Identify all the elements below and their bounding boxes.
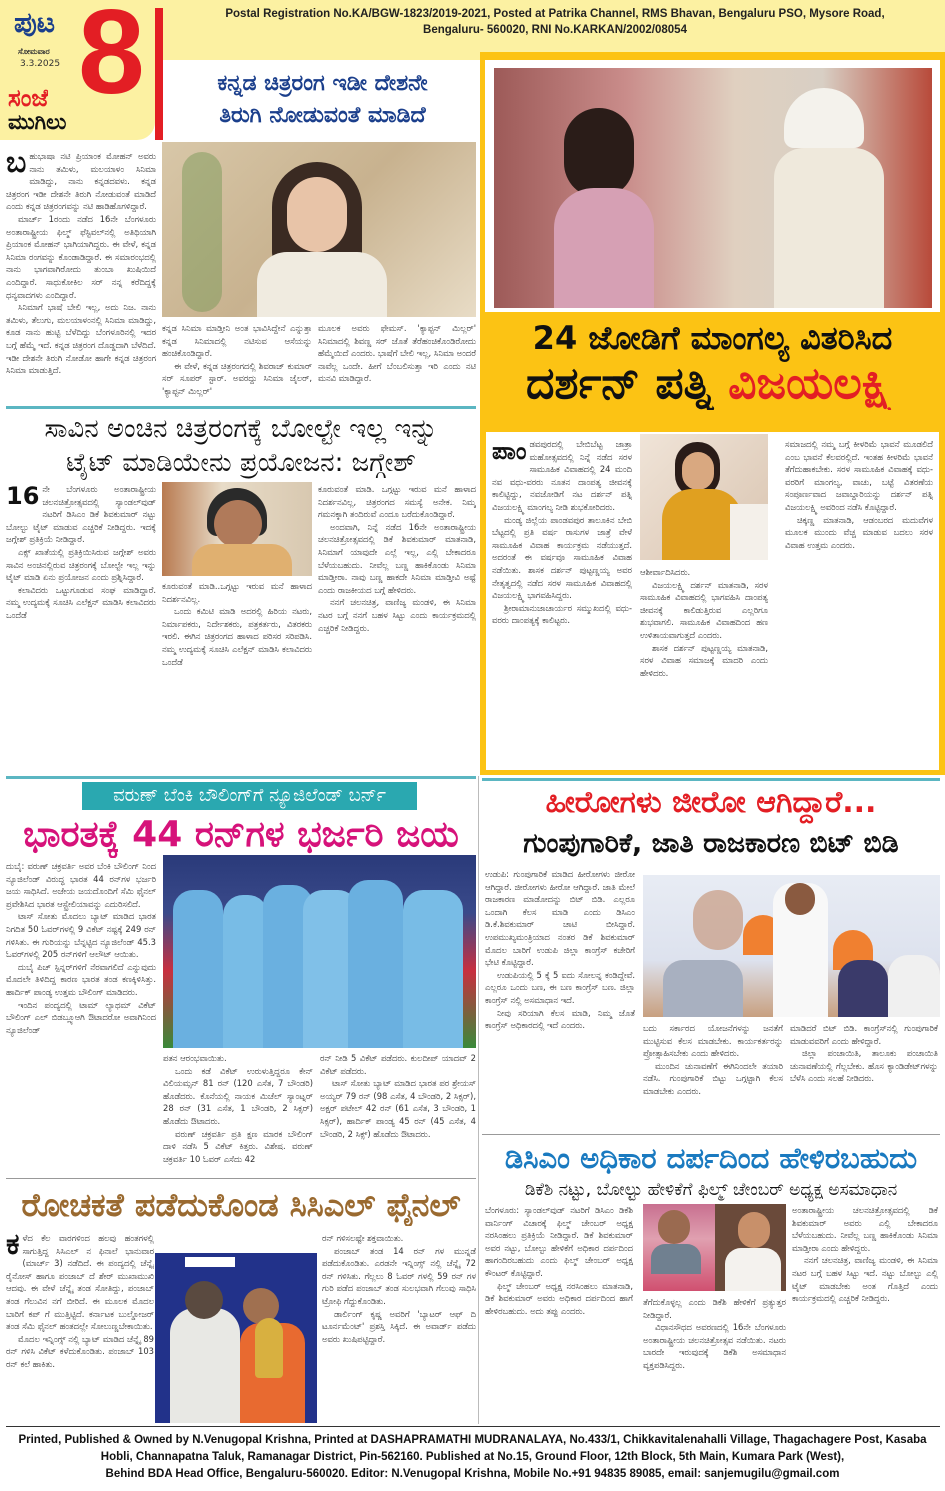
paragraph: ಆಶೀರ್ವಾದಿಸಿದರು. <box>640 567 691 577</box>
vijayalakshmi-headline <box>485 318 940 410</box>
heroes-col2 <box>643 1022 783 1128</box>
paragraph: ಮೊದಲ ಇನ್ನಿಂಗ್ಸ್ ನಲ್ಲಿ ಬ್ಯಾಟ್ ಮಾಡಿದ ಚೆನ್ನೈ 89 ರನ್ ಗಳಿಸಿ ವಿಕೆಟ್ ಕಳೆದುಕೊಂಡಿತು. ಪಂಜಾಬ್ 103 ರನ್ ಕಲೆ ಹಾಕಿತು. <box>6 1333 154 1369</box>
page-label: ಪುಟ <box>14 6 56 39</box>
paragraph: ರನ್ ಗಳಿಸಲಷ್ಟೇ ಶಕ್ತವಾಯಿತು. <box>322 1233 404 1243</box>
paragraph: ರನ್ ನೀಡಿ 5 ವಿಕೆಟ್ ಪಡೆದರು. ಕುಲದೀಪ್ ಯಾದವ್ 2 ವಿಕೆಟ್ ಪಡೆದರು. <box>320 1053 476 1076</box>
vijayalakshmi-col1 <box>492 438 632 764</box>
postal-line-1: Postal Registration No.KA/BGW-1823/2019-2021, Posted at Patrika Channel, RMS Bhavan, Bengaluru PSO, Mysore Road, <box>225 8 885 20</box>
paragraph: ಬೆಂಗಳೂರು: ಸ್ಯಾಂಡಲ್‌ವುಡ್ ನಟರಿಗೆ ಡಿಸಿಎಂ ಡಿಕೆಶಿ ವಾರ್ನಿಂಗ್ ವಿಚಾರಕ್ಕೆ ಫಿಲ್ಮ್ ಚೇಂಬರ್ ಅಧ್ಯಕ್ಷ ನರಸಿಂಹಲು ಪ್ರತಿಕ್ರಿಯೆ ನೀಡಿದ್ದಾರೆ. ಡಿಕೆ ಶಿವಕುಮಾರ್ ಅವರ ನಟ್ಟು, ಬೋಲ್ಟು ಹೇಳಿಕೆಗೆ ಅಧಿಕಾರ ದರ್ಪದಿಂದ ಹಾಗಂದಿರಬಹುದು ಎಂದು ಫಿಲ್ಮ್ ಚೇಂಬರ್ ಅಧ್ಯಕ್ಷ ಕೌಂಟರ್ ಕೊಟ್ಟಿದ್ದಾರೆ. <box>485 1205 633 1278</box>
paragraph: ಕೂರುವಂತೆ ಮಾಡಿ. ಒಗ್ಗಟ್ಟು ಇರುವ ಮನೆ ಹಾಳಾದ ನಿದರ್ಶನವಿಲ್ಲ, ಚಿತ್ರರಂಗದ ಸಮಸ್ಯೆ ಅನೇಕ. ನಿಮ್ಮ ಗಮನಕ್ಕಾಗಿ ತಂದಿರುವೆ ಎಂದೂ ಬರೆದುಕೊಂಡಿದ್ದಾರೆ. <box>318 484 476 520</box>
paragraph: ಕಲಾವಿದರು ಒಟ್ಟುಗೂಡುವ ಸಂಘ ಮಾಡಿದ್ದಾರೆ. ನಮ್ಮ ಉದ್ಯಮಕ್ಕೆ ಸೂಚಿಸಿ ಎಲೆಕ್ಷನ್ ಮಾಡಿಸಿ ಕಲಾವಿದರು ಒಂದೆಡೆ <box>6 584 156 620</box>
paragraph: ವರುಣ್ ಚಕ್ರವರ್ತಿ ಪ್ರತಿ ಕ್ಷಣ ಮಾರಕ ಬೌಲಿಂಗ್ ದಾಳಿ ನಡೆಸಿ 5 ವಿಕೆಟ್ ಕಿತ್ತರು. ವಿಶೇಷ. ವರುಣ್ ಚಕ್ರವರ್ತಿ 10 ಓವರ್ ಎಸೆದು 42 <box>163 1128 313 1164</box>
section-divider <box>6 1178 476 1179</box>
cricket-team-photo <box>163 855 476 1048</box>
dk-shivakumar-rally-photo <box>643 875 940 1017</box>
cricket-headline: ಭಾರತಕ್ಕೆ 44 ರನ್‌ಗಳ ಭರ್ಜರಿ ಜಯ <box>23 814 459 855</box>
paragraph: ಡವಪುರದಲ್ಲಿ ಬೇಬಿಬೆಟ್ಟ ಜಾತ್ರಾ ಮಹೋತ್ಸವದಲ್ಲಿ ನಿನ್ನೆ ನಡೆದ ಸರಳ ಸಾಮೂಹಿಕ ವಿವಾಹದಲ್ಲಿ 24 ಮಂದಿ ನವ ವಧು-ವರರು ನೂತನ ದಾಂಪತ್ಯ ಜೀವನಕ್ಕೆ ಕಾಲಿಟ್ಟಿದ್ದು, ನವಜೋಡಿಗೆ ನಟ ದರ್ಶನ್ ಪತ್ನಿ ವಿಜಯಲಕ್ಷ್ಮಿ ಮಾಂಗಲ್ಯ ನೀಡಿ ಶುಭಕೋರಿದರು. <box>492 439 632 512</box>
paragraph: ಟಾಸ್ ಸೋತು ಮೊದಲು ಬ್ಯಾಟ್ ಮಾಡಿದ ಭಾರತ ನಿಗದಿತ 50 ಓವರ್‌ಗಳಲ್ಲಿ 9 ವಿಕೆಟ್ ನಷ್ಟಕ್ಕೆ 249 ರನ್ ಗಳಿಸಿತು. ಈ ಗುರಿಯನ್ನು ಬೆನ್ನಟ್ಟಿದ ನ್ಯೂಜಿಲೆಂಡ್ 45.3 ಓವರ್‌ಗಳಲ್ಲಿ 205 ರನ್‌ಗಳಿಗೆ ಆಲೌಟ್ ಆಯಿತು. <box>6 911 156 960</box>
jaggesh-col3 <box>318 483 476 758</box>
dropcap: ಪಾಂ <box>492 438 527 465</box>
cricket-col1 <box>6 860 156 1170</box>
section-divider <box>482 778 940 781</box>
paragraph: ನನಗೆ ಚಲನಚಿತ್ರ, ವಾಣಿಜ್ಯ ಮಂಡಳಿ, ಈ ಸಿನಿಮಾ ನಟರ ಬಗ್ಗೆ ಬಹಳ ಸಿಟ್ಟು ಇದೆ. ನಟ್ಟು ಬೋಲ್ಟು ಎಲ್ಲಿ ಟೈಟ್ ಮಾಡಬೇಕು ಅಂತ ಗೊತ್ತಿದೆ ಎಂದು ಕಾರ್ಯಕ್ರಮದಲ್ಲಿ ಎಚ್ಚರಿಕೆ ನೀಡಿದ್ದರು. <box>792 1255 938 1304</box>
brand-sanje: ಸಂಜೆ <box>8 84 49 112</box>
section-divider <box>6 406 476 409</box>
paragraph: ಅಂದವಾಗಿ, ನಿನ್ನೆ ನಡೆದ 16ನೇ ಅಂತಾರಾಷ್ಟ್ರೀಯ ಚಲನಚಿತ್ರೋತ್ಸವದಲ್ಲಿ ಡಿಕೆ ಶಿವಕುಮಾರ್ ಮಾತನಾಡಿ, ಸಿನಿಮಾಗೆ ಯಾವುದೇ ಎಲ್ಲೆ ಇಲ್ಲ, ಎಲ್ಲಿ ಬೇಕಾದರೂ ಬೆಳೆಯಬಹುದು. ನೀವೆಲ್ಲ ಬಣ್ಣ ಹಾಕಿಕೊಂಡು ಸಿನಿಮಾ ಮಾಡ್ತೀರಾ. ನಾವು ಬಣ್ಣ ಹಾಕದೇ ಸಿನಿಮಾ ಮಾಡ್ತೀವಿ ಅಷ್ಟೆ ಎಂದು ರಾಜಕೀಯದ ಬಗ್ಗೆ ಹೇಳಿದರು. <box>318 521 476 595</box>
priyanka-col2 <box>162 322 312 402</box>
wedding-photo <box>494 68 932 308</box>
ccl-headline: ರೋಚಕತೆ ಪಡೆದುಕೊಂಡ ಸಿಸಿಎಲ್ ಫೈನಲ್ <box>21 1186 461 1224</box>
imprint-line-3: Behind BDA Head Office, Bengaluru-560020. Editor: N.Venugopal Krishna, Mobile No.+91 94835 89085, email: sanjemugilu@gmail.com <box>105 1468 840 1480</box>
paragraph: ಬದು ಸರ್ಕಾರದ ಯೋಜನೆಗಳನ್ನು ಜನತೆಗೆ ಮುಟ್ಟಿಸುವ ಕೆಲಸ ಮಾಡಬೇಕು. ಕಾರ್ಯಕರ್ತರನ್ನು ಪ್ರೋತ್ಸಾಹಿಸಬೇಕು ಎಂದು ಹೇಳಿದರು. <box>643 1023 783 1059</box>
jaggesh-col1 <box>6 483 156 758</box>
dcm-col1 <box>485 1204 633 1422</box>
footer-rule <box>6 1426 940 1427</box>
postal-registration <box>170 6 940 38</box>
paragraph: ನೀವು ಸರಿಯಾಗಿ ಕೆಲಸ ಮಾಡಿ, ನಿಮ್ಮ ಜೊತೆ ಕಾಂಗ್ರೆಸ್ ಅಧಿಕಾರದಲ್ಲಿ ಇದೆ ಎಂದರು. <box>485 1007 635 1031</box>
dcm-col2 <box>643 1296 786 1422</box>
ccl-trophy-photo <box>155 1253 317 1423</box>
sponsor-board <box>185 1257 235 1267</box>
dcm-headline: ಡಿಸಿಎಂ ಅಧಿಕಾರ ದರ್ಪದಿಂದ ಹೇಳಿರಬಹುದು <box>504 1141 918 1175</box>
column-separator <box>478 776 479 1424</box>
dcm-col3 <box>792 1204 938 1422</box>
paragraph: ಶ್ರೀರಾಮಾನುಜಾಚಾರ್ಯರ ಸಮ್ಮುಖದಲ್ಲಿ ವಧು-ವರರು ದಾಂಪತ್ಯಕ್ಕೆ ಕಾಲಿಟ್ಟರು. <box>492 602 632 626</box>
paragraph: ಮುಂದಿನ ಚುನಾವಣೆಗೆ ಈಗಿನಿಂದಲೇ ತಯಾರಿ ನಡೆಸಿ. ಗುಂಪುಗಾರಿಕೆ ಬಿಟ್ಟು ಒಗ್ಗಟ್ಟಾಗಿ ಕೆಲಸ ಮಾಡಬೇಕು ಎಂದರು. <box>643 1060 783 1096</box>
headline-line: ಕನ್ನಡ ಚಿತ್ರರಂಗ ಇಡೀ ದೇಶನೇ <box>217 71 428 96</box>
dropcap: ಕ <box>6 1232 20 1262</box>
brand-mugilu: ಮುಗಿಲು <box>8 110 67 134</box>
paragraph: ಒಂದು ಕಮಿಟಿ ಮಾಡಿ ಅದರಲ್ಲಿ ಹಿರಿಯ ನಟರು, ನಿರ್ಮಾಪಕರು, ನಿರ್ದೇಶಕರು, ಪತ್ರಕರ್ತರು, ವಿತರಕರು ಇರಲಿ. ಈಗಿನ ಚಿತ್ರರಂಗದ ಹಾಳಾದ ಪರಿಸರ ಸರಿಪಡಿಸಿ. ನಮ್ಮ ಉದ್ಯಮಕ್ಕೆ ಸೂಚಿಸಿ ಎಲೆಕ್ಷನ್ ಮಾಡಿಸಿ ಕಲಾವಿದರು ಒಂದೆಡೆ <box>162 606 312 667</box>
paragraph: ಪಂಜಾಬ್ ತಂಡ 14 ರನ್ ಗಳ ಮುನ್ನಡೆ ಪಡೆದುಕೊಂಡಿತು. ಎರಡನೇ ಇನ್ನಿಂಗ್ಸ್ ನಲ್ಲಿ ಚೆನ್ನೈ 72 ರನ್ ಗಳಿಸಿತು. ಗೆಲ್ಲಲು 8 ಓವರ್ ಗಳಲ್ಲಿ 59 ರನ್ ಗಳ ಗುರಿ ಪಡೆದ ಪಂಜಾಬ್ ತಂಡ ಸುಲಭವಾಗಿ ಗೆಲುವು ಸಾಧಿಸಿ ಟ್ರೋಫಿ ಗೆದ್ದುಕೊಂಡಿತು. <box>322 1245 476 1306</box>
ccl-col1 <box>6 1232 154 1422</box>
paragraph: ಪತನ ಆರಂಭವಾಯಿತು. <box>163 1053 227 1063</box>
page-number: 8 <box>78 0 145 112</box>
paragraph: ಚಿಕ್ಕಣ್ಣ ಮಾತನಾಡಿ, ಆಡಂಬರದ ಮದುವೆಗಳ ಮೂಲಕ ಮುಂದು ವೆಚ್ಚ ಮಾಡುವ ಬದಲು ಸರಳ ವಿವಾಹ ಉತ್ತಮ ಎಂದರು. <box>785 514 933 550</box>
dcm-subheadline: ಡಿಕೆಶಿ ನಟ್ಟು, ಬೋಲ್ಟು ಹೇಳಿಕೆಗೆ ಫಿಲ್ಮ್ ಚೇಂಬರ್ ಅಧ್ಯಕ್ಷ ಅಸಮಾಧಾನ <box>524 1180 898 1200</box>
paragraph: ಸಮಾಜದಲ್ಲಿ ನಮ್ಮ ಬಗ್ಗೆ ಕೀಳರಿಮೆ ಭಾವನೆ ಮೂಡಲಿದೆ ಎಂಬ ಭಾವನೆ ಕೆಲವರಲ್ಲಿದೆ. ಇಂತಹ ಕೀಳರಿಮೆ ಭಾವನೆ ತೆಗೆದುಹಾಕಬೇಕು. ಸರಳ ಸಾಮೂಹಿಕ ವಿವಾಹಕ್ಕೆ ವಧು-ವರರಿಗೆ ಮಾಂಗಲ್ಯ, ವಾಚು, ಬಟ್ಟೆ ವಿತರಣೆಯ ಸಂಪೂರ್ಣವಾದ ಜವಾಬ್ದಾರಿಯನ್ನು ದರ್ಶನ್ ಪತ್ನಿ ವಿಜಯಲಕ್ಷ್ಮಿ ಅವರಿಂದ ನಡೆಸಿ ಕೊಟ್ಟಿದ್ದಾರೆ. <box>785 439 933 512</box>
priyanka-headline <box>165 60 480 142</box>
paragraph: ಟಾಸ್ ಸೋತು ಬ್ಯಾಟ್ ಮಾಡಿದ ಭಾರತ ಪರ ಶ್ರೇಯಸ್ ಅಯ್ಯರ್ 79 ರನ್ (98 ಎಸೆತ, 4 ಬೌಂಡರಿ, 2 ಸಿಕ್ಸರ್), ಅಕ್ಷರ್ ಪಟೇಲ್ 42 ರನ್ (61 ಎಸೆತ, 3 ಬೌಂಡರಿ, 1 ಸಿಕ್ಸರ್), ಹಾರ್ದಿಕ್ ಪಾಂಡ್ಯ 45 ರನ್ (45 ಎಸೆತ, 4 ಬೌಂಡರಿ, 2 ಸಿಕ್ಸ್) ಹೊಡೆದು ಔಟಾದರು. <box>320 1078 476 1139</box>
imprint-line-1: Printed, Published & Owned by N.Venugopal Krishna, Printed at DASHAPRAMATHI MUDRANALAYA, No.433/1, Chikkavitalenahalli Village, Thagachagere Post, Kasaba <box>18 1434 927 1446</box>
trophy-icon <box>255 1318 283 1378</box>
imprint-line-2: Hobli, Channapatna Taluk, Ramanagar District, Pin-562160. Published at No.15, Ground Floor, 12th Block, 5th Main, Kumara Park (West), <box>100 1451 845 1463</box>
dropcap: ಬ <box>6 150 27 180</box>
vijayalakshmi-photo <box>640 434 768 560</box>
priyanka-col1 <box>6 150 156 422</box>
paragraph: ಶಾಸಕ ದರ್ಶನ್ ಪುಟ್ಟಣ್ಣಯ್ಯ ಮಾತನಾಡಿ, ಸರಳ ವಿವಾಹ ಸಮಾಜಕ್ಕೆ ಮಾದರಿ ಎಂದು ಹೇಳಿದರು. <box>640 642 768 678</box>
day-label: ಸೋಮವಾರ <box>18 47 50 56</box>
paragraph: ವಿಜಯಲಕ್ಷ್ಮಿ ದರ್ಶನ್ ಮಾತನಾಡಿ, ಸರಳ ಸಾಮೂಹಿಕ ವಿವಾಹದಲ್ಲಿ ಭಾಗವಹಿಸಿ ದಾಂಪತ್ಯ ಜೀವನಕ್ಕೆ ಕಾಲಿಡುತ್ತಿರುವ ಎಲ್ಲರಿಗೂ ಶುಭವಾಗಲಿ. ಸಾಮೂಹಿಕ ವಿವಾಹದಿಂದ ಹಣ ಉಳಿತಾಯವಾಗುತ್ತದೆ ಎಂದರು. <box>640 579 768 640</box>
cricket-col3 <box>320 1052 476 1170</box>
paragraph: ಮಾಡಿದರೆ ಬಿಟ್ ಬಿಡಿ. ಕಾಂಗ್ರೆಸ್‌ನಲ್ಲಿ ಗುಂಪುಗಾರಿಕೆ ಮಾಡುವವರಿಗೆ ಎಂದು ಹೇಳಿದ್ದಾರೆ. <box>790 1023 938 1046</box>
cricket-kicker: ವರುಣ್ ಬೆಂಕಿ ಬೌಲಿಂಗ್‌ಗೆ ನ್ಯೂಜಿಲೆಂಡ್ ಬರ್ನ್ <box>82 782 417 810</box>
paragraph: ಈ ವೇಳೆ, ಕನ್ನಡ ಚಿತ್ರರಂಗದಲ್ಲಿ ಶಿವರಾಜ್ ಕುಮಾರ್ ಸರ್ ಸೂಪರ್ ಸ್ಟಾರ್. ಅವರದ್ದು ಸಿನಿಮಾ ಜೈಲರ್, 'ಕ್ಯಾಪ್ಟನ್ ಮಿಲ್ಲರ್' <box>162 360 312 396</box>
jaggesh-col2 <box>162 580 312 758</box>
paragraph: ಉಡುಪಿ: ಗುಂಪುಗಾರಿಕೆ ಮಾಡಿದ ಹೀರೋಗಳು ಜೀರೋ ಆಗಿದ್ದಾರೆ. ಜೀರೋಗಳು ಹೀರೋ ಆಗಿದ್ದಾರೆ. ಜಾತಿ ಮೇಲೆ ರಾಜಕಾರಣ ಮಾಡೋದನ್ನು ಬಿಟ್ ಬಿಡಿ. ಎಲ್ಲರೂ ಒಂದಾಗಿ ಕೆಲಸ ಮಾಡಿ ಎಂದು ಡಿಸಿಎಂ ಡಿ.ಕೆ.ಶಿವಕುಮಾರ್ ಚಾಟಿ ಬೀಸಿದ್ದಾರೆ. ಉಪಮುಖ್ಯಮಂತ್ರಿಯಾದ ನಂತರ ಡಿಕೆ ಶಿವಕುಮಾರ್ ಮೊದಲ ಬಾರಿಗೆ ಉಡುಪಿ ಜಿಲ್ಲಾ ಕಾಂಗ್ರೆಸ್ ಕಚೇರಿಗೆ ಭೇಟಿ ಕೊಟ್ಟಿದ್ದಾರೆ. <box>485 869 635 968</box>
jaggesh-headline <box>6 412 476 480</box>
paragraph: ದುಬೈ: ವರುಣ್ ಚಕ್ರವರ್ತಿ ಅವರ ಬೆಂಕಿ ಬೌಲಿಂಗ್ ನಿಂದ ನ್ಯೂಜಿಲೆಂಡ್ ವಿರುದ್ಧ ಭಾರತ 44 ರನ್‌ಗಳ ಭರ್ಜರಿ ಜಯ ಸಾಧಿಸಿದೆ. ಅಜೇಯ ಜಯದೊಂದಿಗೆ ಸೆಮಿ ಫೈನಲ್ ಪ್ರವೇಶಿಸಿದ ಭಾರತ ಆಸ್ಟ್ರೇಲಿಯಾವನ್ನು ಎದುರಿಸಲಿದೆ. <box>6 861 156 909</box>
paragraph: ಮಾರ್ಚ್ 1ರಂದು ನಡೆದ 16ನೇ ಬೆಂಗಳೂರು ಅಂತಾರಾಷ್ಟ್ರೀಯ ಫಿಲ್ಮ್ ಫೆಸ್ಟಿವಲ್‌ನಲ್ಲಿ ಅತಿಥಿಯಾಗಿ ಪ್ರಿಯಾಂಕ ಮೋಹನ್ ಭಾಗಿಯಾಗಿದ್ದರು. ಈ ವೇಳೆ, ಕನ್ನಡ ಸಿನಿಮಾ ರಂಗವನ್ನು ಕೊಂಡಾಡಿದ್ದಾರೆ. ಈ ಸಮಾರಂಭದಲ್ಲಿ ನಾನು ಭಾಗವಾಗಿರೋದು ತುಂಬಾ ಖುಷಿಯಿದೆ ಎಂದಿದ್ದಾರೆ. ಸಾಧುಕೋಕಿಲ ಸರ್ ನನ್ನ ಕರೆದಿದ್ದಕ್ಕೆ ಧನ್ಯವಾದಗಳು ಎಂದಿದ್ದಾರೆ. <box>6 213 156 300</box>
dropcap: 16 <box>6 483 40 510</box>
priyanka-photo <box>162 142 476 317</box>
imprint-footer <box>0 1428 945 1491</box>
section-divider <box>6 776 476 779</box>
paragraph: ಹುಭಾಷಾ ನಟಿ ಪ್ರಿಯಾಂಕ ಮೋಹನ್ ಅವರು ನಾನು ತಮಿಳು, ಮಲಯಾಳಂ ಸಿನಿಮಾ ಮಾಡಿದ್ದು, ನಾನು ಕನ್ನಡದವಳು. ಕನ್ನಡ ಚಿತ್ರರಂಗ ಇಡೀ ದೇಶನೇ ತಿರುಗಿ ನೋಡುವಂತೆ ಮಾಡಿದೆ ಎಂದು ಕನ್ನಡ ಚಿತ್ರರಂಗವನ್ನು ನಟಿ ಹಾಡಿಹೊಗಳಿದ್ದಾರೆ. <box>6 151 156 212</box>
paragraph: ಎಕ್ಸ್ ಖಾತೆಯಲ್ಲಿ ಪ್ರತಿಕ್ರಿಯಿಸಿರುವ ಜಗ್ಗೇಶ್ ಅವರು ಸಾವಿನ ಅಂಚಿನಲ್ಲಿರುವ ಚಿತ್ರರಂಗಕ್ಕೆ ಬೋಲ್ಟೇ ಇಲ್ಲ ಇನ್ನು ಟೈಟ್ ಮಾಡಿ ಏನು ಪ್ರಯೋಜನ ಎಂದು ಪ್ರಶ್ನಿಸಿದ್ದಾರೆ. <box>6 546 156 583</box>
paragraph: ಒಂದು ಕಡೆ ವಿಕೆಟ್ ಉರುಳುತ್ತಿದ್ದರೂ ಕೇನ್ ವಿಲಿಯಮ್ಸನ್ 81 ರನ್ (120 ಎಸೆತ, 7 ಬೌಂಡರಿ) ಹೊಡೆದರು. ಕೊನೆಯಲ್ಲಿ ನಾಯಕ ಮಿಚೆಲ್ ಸ್ಯಾಂಟ್ನರ್ 28 ರನ್ (31 ಎಸೆತ, 1 ಬೌಂಡರಿ, 2 ಸಿಕ್ಸರ್) ಹೊಡೆದು ಔಟಾದರು. <box>163 1065 313 1126</box>
paragraph: ನನಗೆ ಚಲನಚಿತ್ರ, ವಾಣಿಜ್ಯ ಮಂಡಳಿ, ಈ ಸಿನಿಮಾ ನಟರ ಬಗ್ಗೆ ನನಗೆ ಬಹಳ ಸಿಟ್ಟು ಎಂದು ಕಾರ್ಯಕ್ರಮದಲ್ಲಿ ಎಚ್ಚರಿಕೆ ನೀಡಿದ್ದರು. <box>318 597 476 633</box>
paragraph: ತೆಗೆದುಕೊಳ್ಳಲ್ಲ ಎಂದು ಡಿಕೆಶಿ ಹೇಳಿಕೆಗೆ ಪ್ರತ್ಯುತ್ತರ ನೀಡಿದ್ದಾರೆ. <box>643 1297 786 1320</box>
paragraph: ಇಂದಿನ ಪಂದ್ಯದಲ್ಲಿ ಟಾಮ್ ಲ್ಯಾಥಮ್ ವಿಕೆಟ್ ಬೌಲಿಂಗ್ ಎಲ್ ಬಿಡಬ್ಲ್ಯೂಆಗಿ ಔಟಾದರೋ ಅವಾಗಿನಿಂದ ನ್ಯೂಜಿಲೆಂಡ್ <box>6 999 156 1035</box>
headline-line: ಸಾವಿನ ಅಂಚಿನ ಚಿತ್ರರಂಗಕ್ಕೆ ಬೋಲ್ಟೇ ಇಲ್ಲ ಇನ್ನು <box>44 414 438 444</box>
paragraph: ಅಂತಾರಾಷ್ಟ್ರೀಯ ಚಲನಚಿತ್ರೋತ್ಸವದಲ್ಲಿ ಡಿಕೆ ಶಿವಕುಮಾರ್ ಅವರು ಎಲ್ಲಿ ಬೇಕಾದರೂ ಬೆಳೆಯಬಹುದು. ನೀವೆಲ್ಲ ಬಣ್ಣ ಹಾಕಿಕೊಂಡು ಸಿನಿಮಾ ಮಾಡ್ತೀರಾ ಎಂದು ಹೇಳಿದ್ದರು. <box>792 1205 938 1253</box>
paragraph: ಡಾರ್ಲಿಂಗ್ ಕೃಷ್ಣ ಅವರಿಗೆ 'ಬ್ಯಾಟರ್ ಆಫ್ ದಿ ಟೂರ್ನಮೆಂಟ್' ಪ್ರಶಸ್ತಿ ಸಿಕ್ಕಿದೆ. ಈ ಅವಾರ್ಡ್ ಪಡೆದು ಅವರು ಖುಷಿಪಟ್ಟಿದ್ದಾರೆ. <box>322 1308 476 1344</box>
heroes-subheadline: ಗುಂಪುಗಾರಿಕೆ, ಜಾತಿ ರಾಜಕಾರಣ ಬಿಟ್ ಬಿಡಿ <box>523 828 899 859</box>
headline-black: ದರ್ಶನ್ ಪತ್ನಿ <box>525 358 713 409</box>
ccl-col2 <box>322 1232 476 1422</box>
paragraph: ಕನ್ನಡ ಸಿನಿಮಾ ಮಾಡ್ತೀನಿ ಅಂತ ಭಾವಿಸಿದ್ದೇನೆ ಎನ್ನುತ್ತಾ ಕನ್ನಡ ಸಿನಿಮಾದಲ್ಲಿ ನಟಿಸುವ ಆಸೆಯನ್ನು ಹಂಚಿಕೊಂಡಿದ್ದಾರೆ. <box>162 323 312 359</box>
paragraph: ಜಿಲ್ಲಾ ಪಂಚಾಯಿತಿ, ತಾಲೂಕು ಪಂಚಾಯಿತಿ ಚುನಾವಣೆಯಲ್ಲಿ ಗೆಲ್ಲಬೇಕು. ಹೊಸ ಕ್ಯಾಂಡಿಡೇಟ್‌ಗಳನ್ನು ಬೆಳೆಸಿ ಎಂದು ಸಲಹೆ ನೀಡಿದರು. <box>790 1048 938 1084</box>
date-label: 3.3.2025 <box>20 59 61 69</box>
vijayalakshmi-col2 <box>640 566 768 766</box>
headline-red: ವಿಜಯಲಕ್ಷ್ಮಿ <box>728 358 900 409</box>
headline-line: ತಿರುಗಿ ನೋಡುವಂತೆ ಮಾಡಿದೆ <box>219 103 426 128</box>
heroes-col1 <box>485 868 635 1128</box>
cricket-col2 <box>163 1052 313 1170</box>
paragraph: ಮಂಡ್ಯ ಜಿಲ್ಲೆಯ ಪಾಂಡವಪುರ ತಾಲೂಕಿನ ಬೇಬಿ ಬೆಟ್ಟದಲ್ಲಿ ಪ್ರತಿ ವರ್ಷ ರಾಸುಗಳ ಜಾತ್ರೆ ವೇಳೆ ಸಾಮೂಹಿಕ ವಿವಾಹ ಕಾರ್ಯಕ್ರಮ ನಡೆಯುತ್ತದೆ. ಅದರಂತೆ ಈ ವರ್ಷವೂ ಸಾಮೂಹಿಕ ವಿವಾಹ ನಡೆಯಿತು. ಶಾಸಕ ದರ್ಶನ್ ಪುಟ್ಟಣ್ಣಯ್ಯ ಅವರ ನೇತೃತ್ವದಲ್ಲಿ ನಡೆದ ಸರಳ ಸಾಮೂಹಿಕ ವಿವಾಹದಲ್ಲಿ ವಿಜಯಲಕ್ಷ್ಮಿ ಭಾಗವಹಿಸಿದ್ದರು. <box>492 514 632 601</box>
paragraph: ಕೂರುವಂತೆ ಮಾಡಿ..ಒಗ್ಗಟ್ಟು ಇರುವ ಮನೆ ಹಾಳಾದ ನಿದರ್ಶನವಿಲ್ಲ. <box>162 581 312 604</box>
paragraph: ಉಡುಪಿಯಲ್ಲಿ 5 ಕ್ಕೆ 5 ಐದು ಸೋಲನ್ನ ಕಂಡಿದ್ದೇವೆ. ಎಲ್ಲರೂ ಒಂದು ಬಣ, ಈ ಬಣ ಕಾಂಗ್ರೆಸ್ ಬಣ. ಜಿಲ್ಲಾ ಕಾಂಗ್ರೆಸ್ ನಲ್ಲಿ ಅಸಮಾಧಾನ ಇದೆ. <box>485 969 635 1005</box>
jaggesh-photo <box>162 482 312 576</box>
paragraph: ವಿಧಾನಸೌಧದ ಅವರಣದಲ್ಲಿ 16ನೇ ಬೆಂಗಳೂರು ಅಂತಾರಾಷ್ಟ್ರೀಯ ಚಲನಚಿತ್ರೋತ್ಸವ ನಡೆಯಿತು. ನಟರು ಬಾರದೇ ಇರುವುದಕ್ಕೆ ಡಿಕೆಶಿ ಅಸಮಾಧಾನ ವ್ಯಕ್ತಪಡಿಸಿದ್ದರು. <box>643 1322 786 1370</box>
heroes-headline: ಹೀರೋಗಳು ಜೀರೋ ಆಗಿದ್ದಾರೆ... <box>545 785 877 820</box>
paragraph: ದುಬೈ ಪಿಚ್ ಸ್ಪಿನ್ನರ್‌ಗಳಿಗೆ ನೆರವಾಗಲಿದೆ ಎನ್ನುವುದು ಮೊದಲೇ ತಿಳಿದಿದ್ದ ಕಾರಣ ಭಾರತ ತಂಡ ಕಣಕ್ಕಿಳಿಸಿತ್ತು. ಹಾರ್ದಿಕ್ ಪಾಂಡ್ಯ ಉತ್ತಮ ಬೌಲಿಂಗ್ ಮಾಡಿದರು. <box>6 961 156 997</box>
vijayalakshmi-col3 <box>785 438 933 764</box>
headline-line: ಟೈಟ್ ಮಾಡಿಯೇನು ಪ್ರಯೋಜನ: ಜಗ್ಗೇಶ್ <box>66 448 416 478</box>
dcm-chamber-photo <box>643 1204 786 1291</box>
paragraph: ಸಿನಿಮಾಗೆ ಭಾಷೆ ಬೇಲಿ ಇಲ್ಲ, ಅದು ನಿಜ. ನಾನು ತಮಿಳು, ತೆಲುಗು, ಮಲಯಾಳಂನಲ್ಲಿ ಸಿನಿಮಾ ಮಾಡಿದ್ದು, ಕೂಡ ನಾನು ಹುಟ್ಟಿ ಬೆಳೆದಿದ್ದು ಬೆಂಗಳೂರಿನಲ್ಲಿ ಇದರ ಬಗ್ಗೆ ಹೆಮ್ಮೆ ಇದೆ. ಕನ್ನಡ ಚಿತ್ರರಂಗ ದೊಡ್ಡದಾಗಿ ಬೆಳೆದಿದೆ. ಇಡೀ ದೇಶನೇ ತಿರುಗಿ ನೋಡೋ ಹಾಗೇ ಕನ್ನಡ ಚಿತ್ರರಂಗ ಸಿನಿಮಾ ಮಾಡುತ್ತಿದೆ. <box>6 302 156 376</box>
headline-line: 24 ಜೋಡಿಗೆ ಮಾಂಗಲ್ಯ ವಿತರಿಸಿದ <box>532 319 893 357</box>
red-divider <box>155 8 163 140</box>
postal-line-2: Bengaluru- 560020, RNI No.KARKAN/2002/08054 <box>423 24 687 36</box>
priyanka-col3 <box>318 322 476 402</box>
paragraph: ಫಿಲ್ಮ್ ಚೇಂಬರ್ ಅಧ್ಯಕ್ಷ ನರಸಿಂಹಲು ಮಾತನಾಡಿ, ಡಿಕೆ ಶಿವಕುಮಾರ್ ಅವರು ಅಧಿಕಾರ ದರ್ಪದಿಂದ ಹಾಗೆ ಹೇಳಿರಬಹುದು. ಅದು ತಪ್ಪು ಎಂದರು. <box>485 1280 633 1316</box>
paragraph: ಳೆದ ಕೆಲ ವಾರಗಳಿಂದ ಹಲವು ಹಂತಗಳಲ್ಲಿ ಸಾಗುತ್ತಿದ್ದ ಸಿಸಿಎಲ್ ನ ಫಿನಾಲೆ ಭಾನುವಾರ (ಮಾರ್ಚ್ 3) ನಡೆದಿದೆ. ಈ ಪಂದ್ಯದಲ್ಲಿ ಚೆನ್ನೈ ರೈನೋಸ್ ಹಾಗೂ ಪಂಜಾಬ್ ದೆ ಶೇರ್ ಮುಖಾಮುಖಿ ಆದವು. ಈ ವೇಳೆ ಚೆನ್ನೈ ತಂಡ ಸೋತಿದ್ದು, ಪಂಜಾಬ್ ತಂಡ ಗೆಲುವಿನ ನಗೆ ಬೀರಿದೆ. ಈ ಮೂಲಕ ಮೊದಲ ಬಾರಿಗೆ ಕಪ್ ಗೆ ಮುತ್ತಿಟ್ಟಿದೆ. ಕರ್ನಾಟಕ ಬುಲ್ಡೋಜರ್ ತಂಡ ಸೆಮಿ ಫೈನಲ್ ಹಂತದಲ್ಲೇ ಸೋಲುಣ್ಣಬೇಕಾಯಿತು. <box>6 1233 154 1332</box>
paragraph: ಮೂಲಕ ಅವರು ಫೇಮಸ್. 'ಕ್ಯಾಪ್ಟನ್ ಮಿಲ್ಲರ್' ಸಿನಿಮಾದಲ್ಲಿ ಶಿವಣ್ಣ ಸರ್ ಜೊತೆ ತೆರೆಹಂಚಿಕೊಂಡಿರೋದು ಹೆಮ್ಮೆಯಿದೆ ಎಂದರು. ಭಾಷೆಗೆ ಬೇಲಿ ಇಲ್ಲ, ಸಿನಿಮಾ ಅಂದರೆ ನಾವೆಲ್ಲ ಒಂದೇ. ಹೀಗೆ ಬೆಂಬಲಿಸುತ್ತಾ ಇರಿ ಎಂದು ನಟಿ ಮನವಿ ಮಾಡಿದ್ದಾರೆ. <box>318 323 476 384</box>
paragraph: ನೇ ಬೆಂಗಳೂರು ಅಂತಾರಾಷ್ಟ್ರೀಯ ಚಲನಚಿತ್ರೋತ್ಸವದಲ್ಲಿ ಸ್ಯಾಂಡಲ್‌ವುಡ್ ನಟರಿಗೆ ಡಿಸಿಎಂ ಡಿಕೆ ಶಿವಕುಮಾರ್ ನಟ್ಟು ಬೋಲ್ಟು ಟೈಟ್ ಮಾಡುವ ಎಚ್ಚರಿಕೆ ನೀಡಿದ್ದರು. ಇದಕ್ಕೆ ಜಗ್ಗೇಶ್ ಪ್ರತಿಕ್ರಿಯೆ ನೀಡಿದ್ದಾರೆ. <box>6 484 156 545</box>
section-divider <box>482 1134 940 1135</box>
heroes-col3 <box>790 1022 938 1128</box>
